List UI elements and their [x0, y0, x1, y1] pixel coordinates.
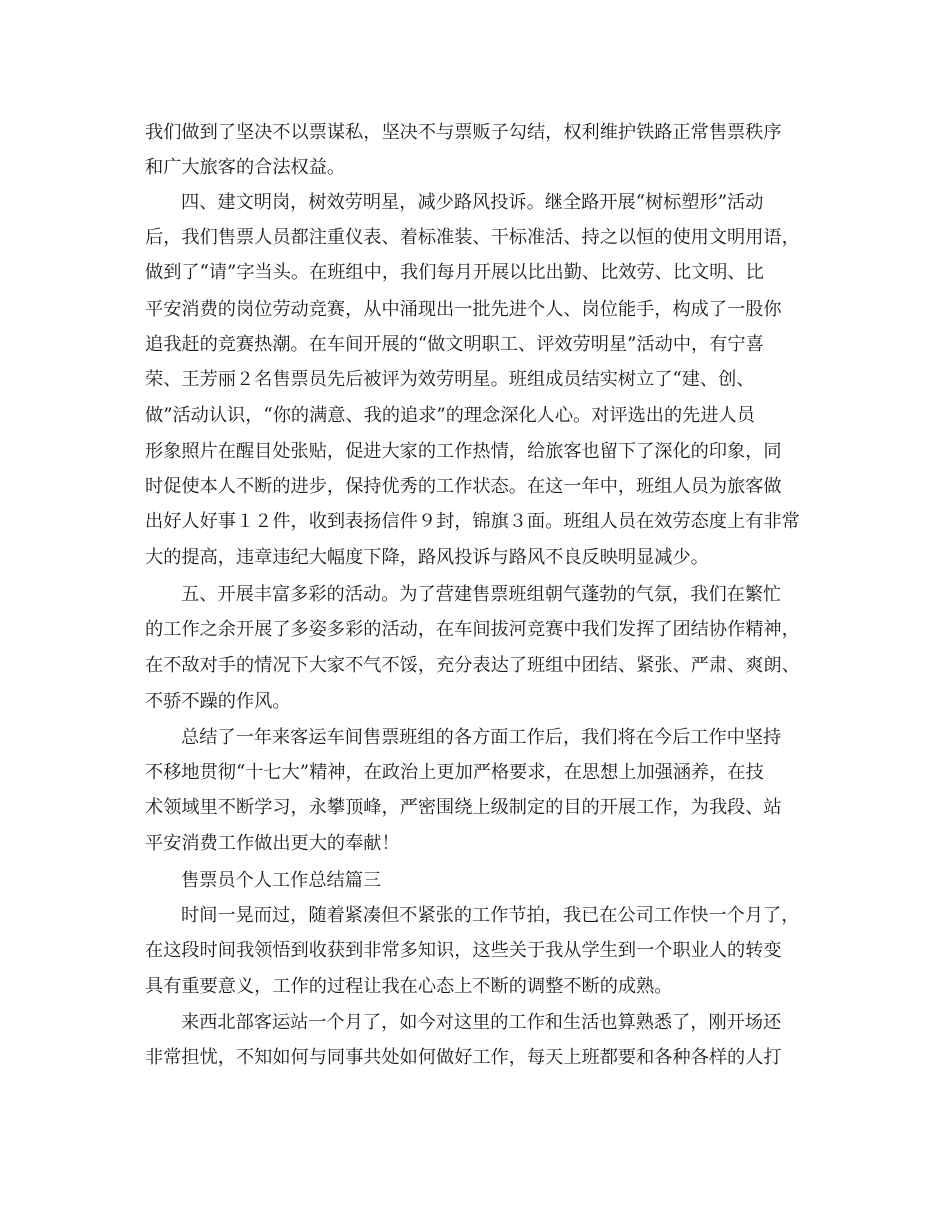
text-line: 四、建文明岗，树效劳明星，减少路风投诉。继全路开展“树标塑形”活动 [181, 192, 764, 213]
text-line: 时间一晃而过，随着紧凑但不紧张的工作节拍，我已在公司工作快一个月了， [181, 905, 800, 926]
text-line: 时促使本人不断的进步，保持优秀的工作状态。在这一年中，班组人员为旅客做 [145, 476, 782, 497]
text-line: 的工作之余开展了多姿多彩的活动，在车间拔河竞赛中我们发挥了团结协作精神， [145, 619, 800, 640]
text-line: 荣、王芳丽２名售票员先后被评为效劳明星。班组成员结实树立了“建、创、 [145, 369, 755, 390]
text-line: 在不敌对手的情况下大家不气不馁，充分表达了班组中团结、紧张、严肃、爽朗、 [145, 655, 800, 676]
text-line: 大的提高，违章违纪大幅度下降，路风投诉与路风不良反映明显减少。 [145, 547, 709, 568]
text-line: 非常担忧，不知如何与同事共处如何做好工作，每天上班都要和各种各样的人打 [145, 1047, 782, 1068]
text-line: 平安消费工作做出更大的奉献！ [145, 833, 400, 854]
text-line: 不骄不躁的作风。 [145, 691, 291, 712]
text-line: 出好人好事１２件，收到表扬信件９封，锦旗３面。班组人员在效劳态度上有非常 [145, 511, 800, 532]
text-line: 做”活动认识，“你的满意、我的追求”的理念深化人心。对评选出的先进人员 [145, 405, 755, 426]
text-line: 五、开展丰富多彩的活动。为了营建售票班组朝气蓬勃的气氛，我们在繁忙 [181, 584, 782, 605]
text-line: 具有重要意义，工作的过程让我在心态上不断的调整不断的成熟。 [145, 976, 673, 997]
text-line: 术领域里不断学习，永攀顶峰，严密围绕上级制定的目的开展工作，为我段、站 [145, 797, 782, 818]
section-heading: 售票员个人工作总结篇三 [181, 870, 382, 891]
text-line: 来西北部客运站一个月了，如今对这里的工作和生活也算熟悉了，刚开场还 [181, 1012, 782, 1033]
text-line: 做到了“请”字当头。在班组中，我们每月开展以比出勤、比效劳、比文明、比 [145, 262, 764, 283]
text-line: 不移地贯彻“十七大”精神，在政治上更加严格要求，在思想上加强涵养，在技 [145, 762, 764, 783]
text-line: 和广大旅客的合法权益。 [145, 157, 346, 178]
text-line: 总结了一年来客运车间售票班组的各方面工作后，我们将在今后工作中坚持 [181, 727, 782, 748]
text-line: 平安消费的岗位劳动竞赛，从中涌现出一批先进个人、岗位能手，构成了一股你 [145, 299, 782, 320]
text-line: 形象照片在醒目处张贴，促进大家的工作热情，给旅客也留下了深化的印象，同 [145, 441, 782, 462]
text-line: 追我赶的竞赛热潮。在车间开展的“做文明职工、评效劳明星”活动中，有宁喜 [145, 334, 764, 355]
text-line: 后，我们售票人员都注重仪表、着标准装、干标准活、持之以恒的使用文明用语， [145, 227, 800, 248]
text-line: 在这段时间我领悟到收获到非常多知识，这些关于我从学生到一个职业人的转变 [145, 940, 782, 961]
text-line: 我们做到了坚决不以票谋私，坚决不与票贩子勾结，权利维护铁路正常售票秩序 [145, 122, 782, 143]
